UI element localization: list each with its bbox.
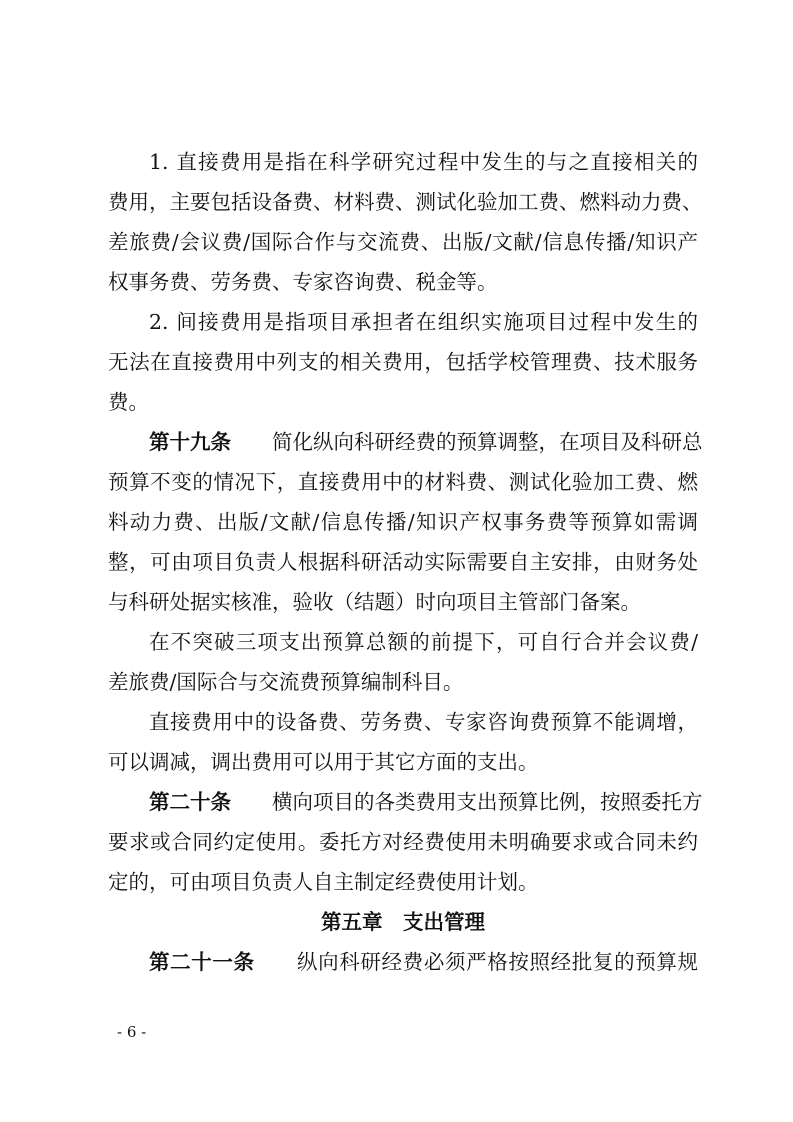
article-20-label: 第二十条 — [149, 790, 231, 814]
article-19-text: 简化纵向科研经费的预算调整，在项目及科研总 — [272, 430, 703, 454]
paragraph-line: 预算不变的情况下，直接费用中的材料费、测试化验加工费、燃 — [108, 470, 698, 494]
article-21-line — [149, 942, 698, 982]
paragraph-line: 要求或合同约定使用。委托方对经费使用未明确要求或合同未约 — [108, 830, 698, 854]
article-21-label: 第二十一条 — [149, 950, 255, 974]
paragraph-line: 与科研处据实核准，验收（结题）时向项目主管部门备案。 — [108, 590, 641, 614]
paragraph-line: 1. 直接费用是指在科学研究过程中发生的与之直接相关的 — [149, 150, 698, 174]
paragraph-line: 无法在直接费用中列支的相关费用，包括学校管理费、技术服务 — [108, 350, 698, 374]
paragraph-line: 直接费用中的设备费、劳务费、专家咨询费预算不能调增， — [149, 710, 698, 734]
paragraph-line: 费用，主要包括设备费、材料费、测试化验加工费、燃料动力费、 — [108, 190, 703, 214]
paragraph-line: 差旅费/国际合与交流费预算编制科目。 — [108, 670, 464, 694]
chapter-heading: 第五章 支出管理 — [321, 910, 485, 934]
article-19-line — [149, 422, 703, 462]
paragraph-line: 2. 间接费用是指项目承担者在组织实施项目过程中发生的 — [149, 310, 698, 334]
paragraph-line: 整，可由项目负责人根据科研活动实际需要自主安排，由财务处 — [108, 550, 698, 574]
paragraph-line: 权事务费、劳务费、专家咨询费、税金等。 — [108, 270, 498, 294]
article-19-gap — [231, 430, 272, 454]
paragraph-line: 定的，可由项目负责人自主制定经费使用计划。 — [108, 870, 539, 894]
paragraph-line: 料动力费、出版/文献/信息传播/知识产权事务费等预算如需调 — [108, 510, 698, 534]
article-20-gap — [231, 790, 272, 814]
paragraph-line: 可以调减，调出费用可以用于其它方面的支出。 — [108, 750, 539, 774]
paragraph-line: 在不突破三项支出预算总额的前提下，可自行合并会议费/ — [149, 630, 698, 654]
article-21-text: 纵向科研经费必须严格按照经批复的预算规 — [296, 950, 699, 974]
page-number: - 6 - — [117, 1023, 147, 1041]
article-21-gap — [255, 950, 297, 974]
article-20-text: 横向项目的各类费用支出预算比例，按照委托方 — [272, 790, 703, 814]
article-20-line — [149, 782, 703, 822]
paragraph-line: 费。 — [108, 390, 149, 414]
article-19-label: 第十九条 — [149, 430, 231, 454]
paragraph-line: 差旅费/会议费/国际合作与交流费、出版/文献/信息传播/知识产 — [108, 230, 698, 254]
